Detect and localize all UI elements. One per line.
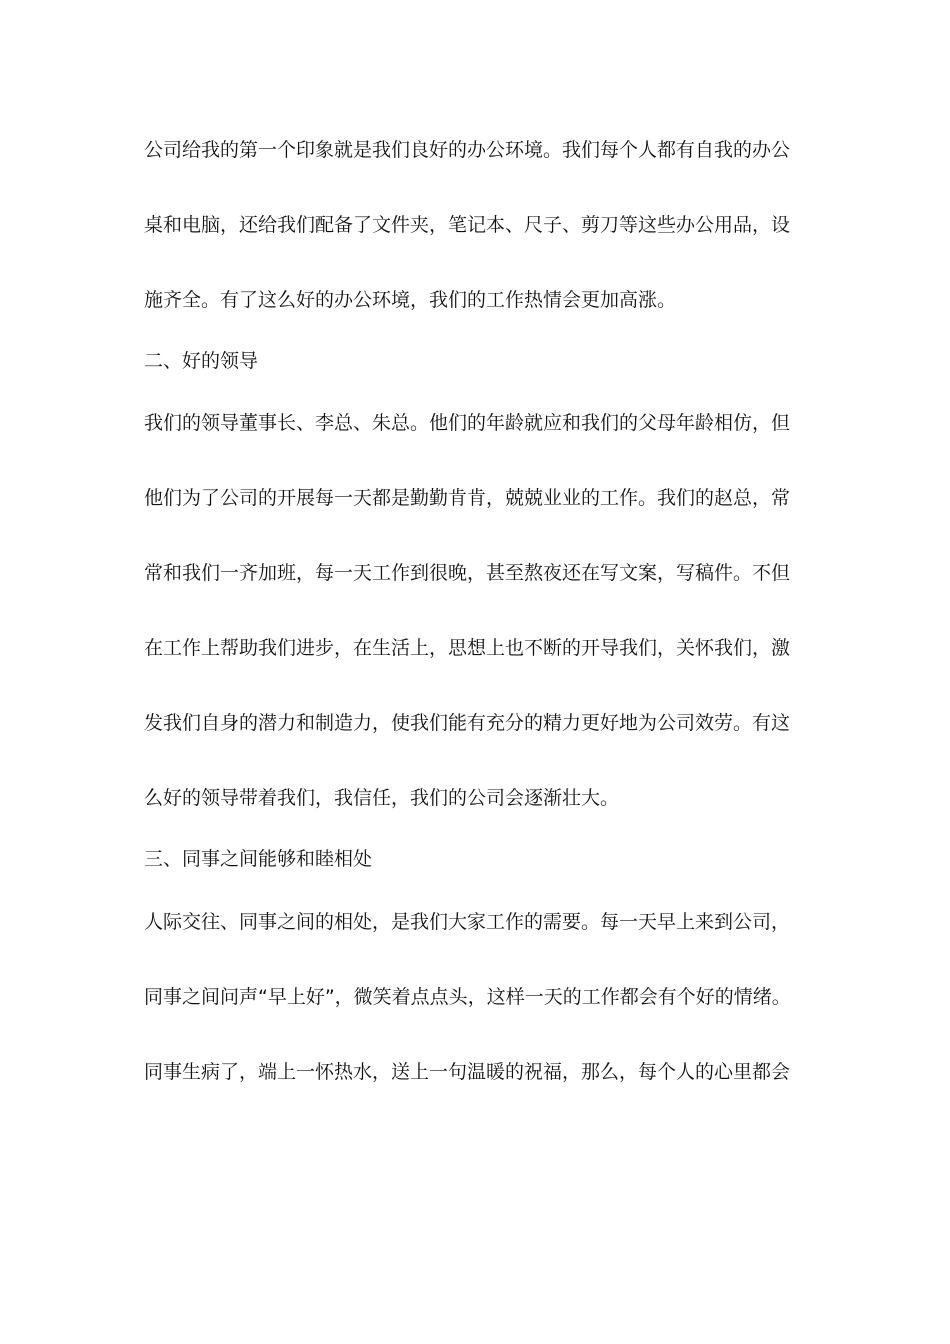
text-line: 同事生病了，端上一怀热水，送上一句温暖的祝福，那么，每个人的心里都会 bbox=[144, 1061, 791, 1083]
text-line: 我们的领导董事长、李总、朱总。他们的年龄就应和我们的父母年龄相仿，但 bbox=[144, 412, 791, 434]
section-heading: 三、同事之间能够和睦相处 bbox=[144, 848, 373, 870]
section-heading: 二、好的领导 bbox=[144, 350, 259, 372]
text-line: 他们为了公司的开展每一天都是勤勤肯肯，兢兢业业的工作。我们的赵总，常 bbox=[144, 487, 791, 509]
text-line: 发我们自身的潜力和制造力，使我们能有充分的精力更好地为公司效劳。有这 bbox=[144, 712, 791, 734]
text-line: 人际交往、同事之间的相处，是我们大家工作的需要。每一天早上来到公司， bbox=[144, 911, 791, 933]
text-line: 么好的领导带着我们，我信任，我们的公司会逐渐壮大。 bbox=[144, 787, 620, 809]
text-line: 同事之间问声“早上好”，微笑着点点头，这样一天的工作都会有个好的情绪。 bbox=[144, 986, 791, 1008]
text-line: 在工作上帮助我们进步，在生活上，思想上也不断的开导我们，关怀我们，激 bbox=[144, 637, 791, 659]
text-line: 常和我们一齐加班，每一天工作到很晚，甚至熬夜还在写文案，写稿件。不但 bbox=[144, 562, 791, 584]
text-line: 施齐全。有了这么好的办公环境，我们的工作热情会更加高涨。 bbox=[144, 289, 677, 311]
text-line: 桌和电脑，还给我们配备了文件夹，笔记本、尺子、剪刀等这些办公用品，设 bbox=[144, 214, 791, 236]
text-line: 公司给我的第一个印象就是我们良好的办公环境。我们每个人都有自我的办公 bbox=[144, 139, 791, 161]
